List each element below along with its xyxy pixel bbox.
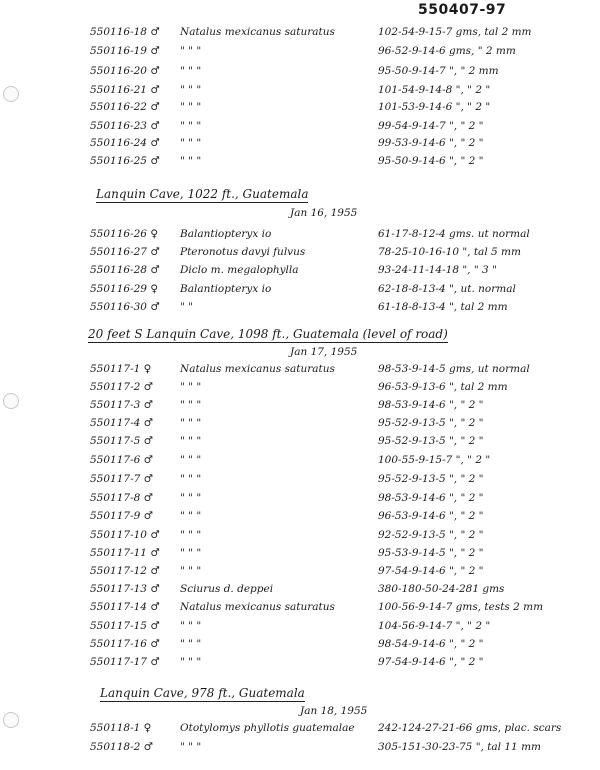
collection-date: Jan 18, 1955 xyxy=(300,705,368,717)
catalog-number: 550117-12 ♂ xyxy=(90,565,160,577)
species-name: " " " xyxy=(180,435,202,447)
measurements: 95-50-9-14-7 ", " 2 mm xyxy=(378,65,499,77)
catalog-number: 550117-16 ♂ xyxy=(90,638,160,650)
species-name: " " " xyxy=(180,137,202,149)
catalog-number: 550117-15 ♂ xyxy=(90,620,160,632)
list-item xyxy=(0,741,600,759)
page-id: 550407-97 xyxy=(418,2,507,18)
catalog-number: 550117-4 ♂ xyxy=(90,417,154,429)
catalog-number: 550118-1 ♀ xyxy=(90,722,152,734)
catalog-number: 550117-3 ♂ xyxy=(90,399,154,411)
catalog-number: 550117-2 ♂ xyxy=(90,381,154,393)
list-item xyxy=(0,101,600,119)
measurements: 102-54-9-15-7 gms, tal 2 mm xyxy=(378,26,532,38)
list-item xyxy=(0,45,600,63)
catalog-number: 550116-23 ♂ xyxy=(90,120,160,132)
measurements: 104-56-9-14-7 ", " 2 " xyxy=(378,620,491,632)
catalog-number: 550117-8 ♂ xyxy=(90,492,154,504)
list-item xyxy=(0,246,600,264)
list-item xyxy=(0,381,600,399)
measurements: 100-56-9-14-7 gms, tests 2 mm xyxy=(378,601,544,613)
collection-date: Jan 17, 1955 xyxy=(290,346,358,358)
species-name: " " " xyxy=(180,417,202,429)
list-item xyxy=(0,601,600,619)
measurements: 96-52-9-14-6 gms, " 2 mm xyxy=(378,45,516,57)
measurements: 98-53-9-14-6 ", " 2 " xyxy=(378,492,484,504)
species-name: " " " xyxy=(180,565,202,577)
collection-date: Jan 16, 1955 xyxy=(290,207,358,219)
species-name: Diclo m. megalophylla xyxy=(180,264,299,276)
species-name: " " " xyxy=(180,84,202,96)
list-item xyxy=(0,656,600,674)
locality-heading: Lanquin Cave, 978 ft., Guatemala xyxy=(100,686,305,700)
species-name: " " " xyxy=(180,454,202,466)
locality-heading: Lanquin Cave, 1022 ft., Guatemala xyxy=(96,187,309,201)
species-name: " " " xyxy=(180,155,202,167)
species-name: Ototylomys phyllotis guatemalae xyxy=(180,722,355,734)
measurements: 97-54-9-14-6 ", " 2 " xyxy=(378,656,484,668)
catalog-number: 550116-28 ♂ xyxy=(90,264,160,276)
catalog-number: 550116-30 ♂ xyxy=(90,301,160,313)
catalog-number: 550116-27 ♂ xyxy=(90,246,160,258)
measurements: 95-52-9-13-5 ", " 2 " xyxy=(378,473,484,485)
list-item xyxy=(0,583,600,601)
species-name: " " xyxy=(180,301,193,313)
measurements: 99-53-9-14-6 ", " 2 " xyxy=(378,137,484,149)
species-name: Balantiopteryx io xyxy=(180,283,272,295)
list-item xyxy=(0,301,600,319)
catalog-number: 550117-13 ♂ xyxy=(90,583,160,595)
locality-heading: 20 feet S Lanquin Cave, 1098 ft., Guatemala (level of road) xyxy=(88,327,448,341)
catalog-number: 550118-2 ♂ xyxy=(90,741,154,753)
catalog-number: 550117-7 ♂ xyxy=(90,473,154,485)
species-name: Natalus mexicanus saturatus xyxy=(180,601,335,613)
measurements: 305-151-30-23-75 ", tal 11 mm xyxy=(378,741,541,753)
list-item xyxy=(0,529,600,547)
list-item xyxy=(0,565,600,583)
list-item xyxy=(0,363,600,381)
list-item xyxy=(0,435,600,453)
catalog-number: 550117-17 ♂ xyxy=(90,656,160,668)
measurements: 98-53-9-14-5 gms, ut normal xyxy=(378,363,530,375)
measurements: 61-17-8-12-4 gms. ut normal xyxy=(378,228,530,240)
species-name: " " " xyxy=(180,510,202,522)
measurements: 92-52-9-13-5 ", " 2 " xyxy=(378,529,484,541)
catalog-number: 550116-26 ♀ xyxy=(90,228,159,240)
list-item xyxy=(0,84,600,102)
measurements: 95-50-9-14-6 ", " 2 " xyxy=(378,155,484,167)
species-name: " " " xyxy=(180,492,202,504)
species-name: " " " xyxy=(180,101,202,113)
list-item xyxy=(0,228,600,246)
species-name: " " " xyxy=(180,638,202,650)
list-item xyxy=(0,473,600,491)
measurements: 98-53-9-14-6 ", " 2 " xyxy=(378,399,484,411)
species-name: Natalus mexicanus saturatus xyxy=(180,363,335,375)
catalog-number: 550116-24 ♂ xyxy=(90,137,160,149)
measurements: 61-18-8-13-4 ", tal 2 mm xyxy=(378,301,508,313)
species-name: Natalus mexicanus saturatus xyxy=(180,26,335,38)
list-item xyxy=(0,264,600,282)
list-item xyxy=(0,638,600,656)
species-name: " " " xyxy=(180,120,202,132)
species-name: " " " xyxy=(180,529,202,541)
species-name: " " " xyxy=(180,473,202,485)
species-name: Sciurus d. deppei xyxy=(180,583,274,595)
measurements: 100-55-9-15-7 ", " 2 " xyxy=(378,454,491,466)
species-name: " " " xyxy=(180,741,202,753)
list-item xyxy=(0,283,600,301)
species-name: " " " xyxy=(180,399,202,411)
catalog-number: 550117-6 ♂ xyxy=(90,454,154,466)
measurements: 62-18-8-13-4 ", ut. normal xyxy=(378,283,516,295)
catalog-number: 550116-19 ♂ xyxy=(90,45,160,57)
catalog-number: 550116-29 ♀ xyxy=(90,283,159,295)
measurements: 242-124-27-21-66 gms, plac. scars xyxy=(378,722,562,734)
species-name: " " " xyxy=(180,620,202,632)
measurements: 97-54-9-14-6 ", " 2 " xyxy=(378,565,484,577)
catalog-number: 550117-5 ♂ xyxy=(90,435,154,447)
measurements: 380-180-50-24-281 gms xyxy=(378,583,505,595)
measurements: 78-25-10-16-10 ", tal 5 mm xyxy=(378,246,521,258)
list-item xyxy=(0,492,600,510)
list-item xyxy=(0,155,600,173)
measurements: 96-53-9-13-6 ", tal 2 mm xyxy=(378,381,508,393)
list-item xyxy=(0,510,600,528)
list-item xyxy=(0,120,600,138)
catalog-number: 550116-18 ♂ xyxy=(90,26,160,38)
species-name: " " " xyxy=(180,656,202,668)
catalog-number: 550116-20 ♂ xyxy=(90,65,160,77)
catalog-number: 550117-11 ♂ xyxy=(90,547,160,559)
catalog-number: 550117-10 ♂ xyxy=(90,529,160,541)
list-item xyxy=(0,26,600,44)
catalog-number: 550116-22 ♂ xyxy=(90,101,160,113)
catalog-number: 550116-25 ♂ xyxy=(90,155,160,167)
catalog-number: 550117-1 ♀ xyxy=(90,363,152,375)
measurements: 98-54-9-14-6 ", " 2 " xyxy=(378,638,484,650)
list-item xyxy=(0,722,600,740)
species-name: " " " xyxy=(180,65,202,77)
measurements: 93-24-11-14-18 ", " 3 " xyxy=(378,264,497,276)
measurements: 99-54-9-14-7 ", " 2 " xyxy=(378,120,484,132)
catalog-number: 550117-9 ♂ xyxy=(90,510,154,522)
species-name: Balantiopteryx io xyxy=(180,228,272,240)
measurements: 101-53-9-14-6 ", " 2 " xyxy=(378,101,491,113)
species-name: " " " xyxy=(180,547,202,559)
list-item xyxy=(0,137,600,155)
list-item xyxy=(0,454,600,472)
species-name: Pteronotus davyi fulvus xyxy=(180,246,306,258)
list-item xyxy=(0,620,600,638)
species-name: " " " xyxy=(180,45,202,57)
list-item xyxy=(0,547,600,565)
measurements: 101-54-9-14-8 ", " 2 " xyxy=(378,84,491,96)
measurements: 95-52-9-13-5 ", " 2 " xyxy=(378,435,484,447)
list-item xyxy=(0,399,600,417)
list-item xyxy=(0,417,600,435)
measurements: 95-53-9-14-5 ", " 2 " xyxy=(378,547,484,559)
species-name: " " " xyxy=(180,381,202,393)
list-item xyxy=(0,65,600,83)
catalog-number: 550116-21 ♂ xyxy=(90,84,160,96)
measurements: 96-53-9-14-6 ", " 2 " xyxy=(378,510,484,522)
measurements: 95-52-9-13-5 ", " 2 " xyxy=(378,417,484,429)
catalog-number: 550117-14 ♂ xyxy=(90,601,160,613)
